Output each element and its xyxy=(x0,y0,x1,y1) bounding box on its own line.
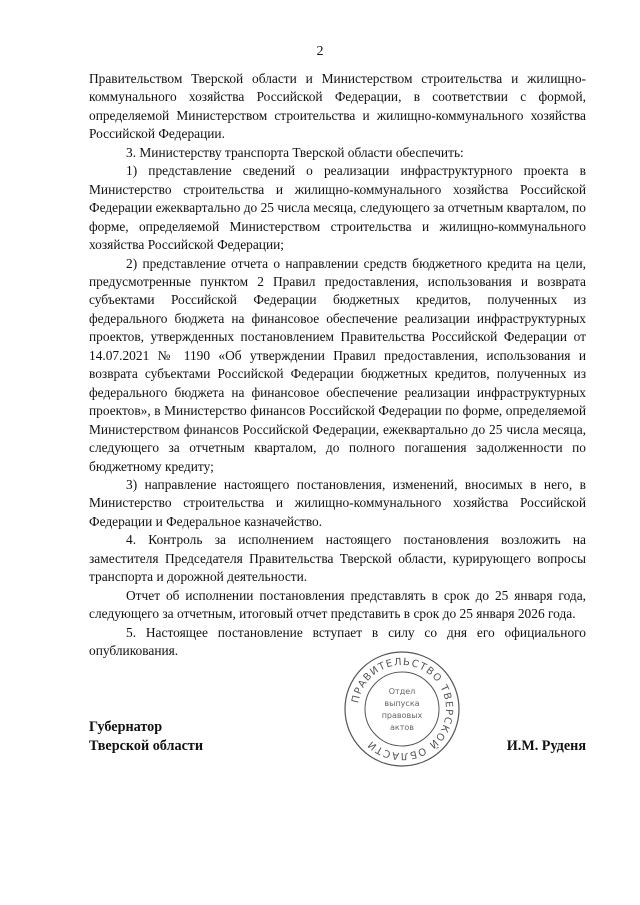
paragraph-item-3: 3. Министерству транспорта Тверской области обеспечить: xyxy=(126,144,464,160)
stamp-inner-line-2: выпуска xyxy=(384,699,420,708)
stamp-ring-text: ПРАВИТЕЛЬСТВО ТВЕРСКОЙ ОБЛАСТИ xyxy=(350,656,455,762)
paragraph-subitem-2: 2) представление отчета о направлении средств бюджетного кредита на цели, предусмотренные пунктом 2 Правил предоставления, использования и возврата субъектами Российской Федерации бюджетных кредитов, полученных из федерального бюджета на финансовое обеспечение реализации инфраструктурных проектов, утвержденных постановлением Правительства Российской Федерации от 14.07.2021 № 1190 «Об утверждении Правил предоставления, использования и возврата субъектами Российской Федерации бюджетных кредитов, полученных из федерального бюджета на финансовое обеспечение реализации инфраструктурных проектов», в Министерство финансов Российской Федерации по форме, определяемой Министерством финансов Российской Федерации, ежеквартально до 25 числа месяца, следующего за отчетным кварталом, до полного погашения задолженности по бюджетному кредиту; xyxy=(89,255,586,474)
stamp-inner-line-1: Отдел xyxy=(388,687,416,696)
document-body xyxy=(89,70,586,661)
paragraph-continuation: Правительством Тверской области и Министерством строительства и жилищно-коммунального хозяйства Российской Федерации, в соответствии с формой, определяемой Министерством строительства и жилищно-коммунального хозяйства Российской Федерации. xyxy=(89,71,586,142)
stamp-seal xyxy=(343,650,461,768)
signature-title xyxy=(89,718,203,756)
signature-title-line-1: Губернатор xyxy=(89,719,163,735)
paragraph-subitem-3: 3) направление настоящего постановления, изменений, вносимых в него, в Министерство строительства и жилищно-коммунального хозяйства Российской Федерации и Федеральное казначейство. xyxy=(89,476,586,529)
signature-title-line-2: Тверской области xyxy=(89,738,204,754)
page-number: 2 xyxy=(316,44,324,59)
stamp-inner-line-3: правовых xyxy=(381,711,423,720)
paragraph-subitem-1: 1) представление сведений о реализации инфраструктурного проекта в Министерство строительства и жилищно-коммунального хозяйства Российской Федерации ежеквартально до 25 числа месяца, следующего за отчетным кварталом, по форме, определяемой Министерством строительства и жилищно-коммунального хозяйства Российской Федерации; xyxy=(89,163,586,253)
paragraph-item-4: 4. Контроль за исполнением настоящего постановления возложить на заместителя Председателя Правительства Тверской области, курирующего вопросы транспорта и дорожной деятельности. xyxy=(89,532,586,585)
signature-name: И.М. Руденя xyxy=(506,738,586,754)
paragraph-report: Отчет об исполнении постановления представлять в срок до 25 января года, следующего за отчетным, итоговый отчет представить в срок до 25 января 2026 года. xyxy=(89,587,586,622)
stamp-inner-line-4: актов xyxy=(389,723,415,732)
paragraph-item-5: 5. Настоящее постановление вступает в силу со дня его официального опубликования. xyxy=(89,624,586,659)
